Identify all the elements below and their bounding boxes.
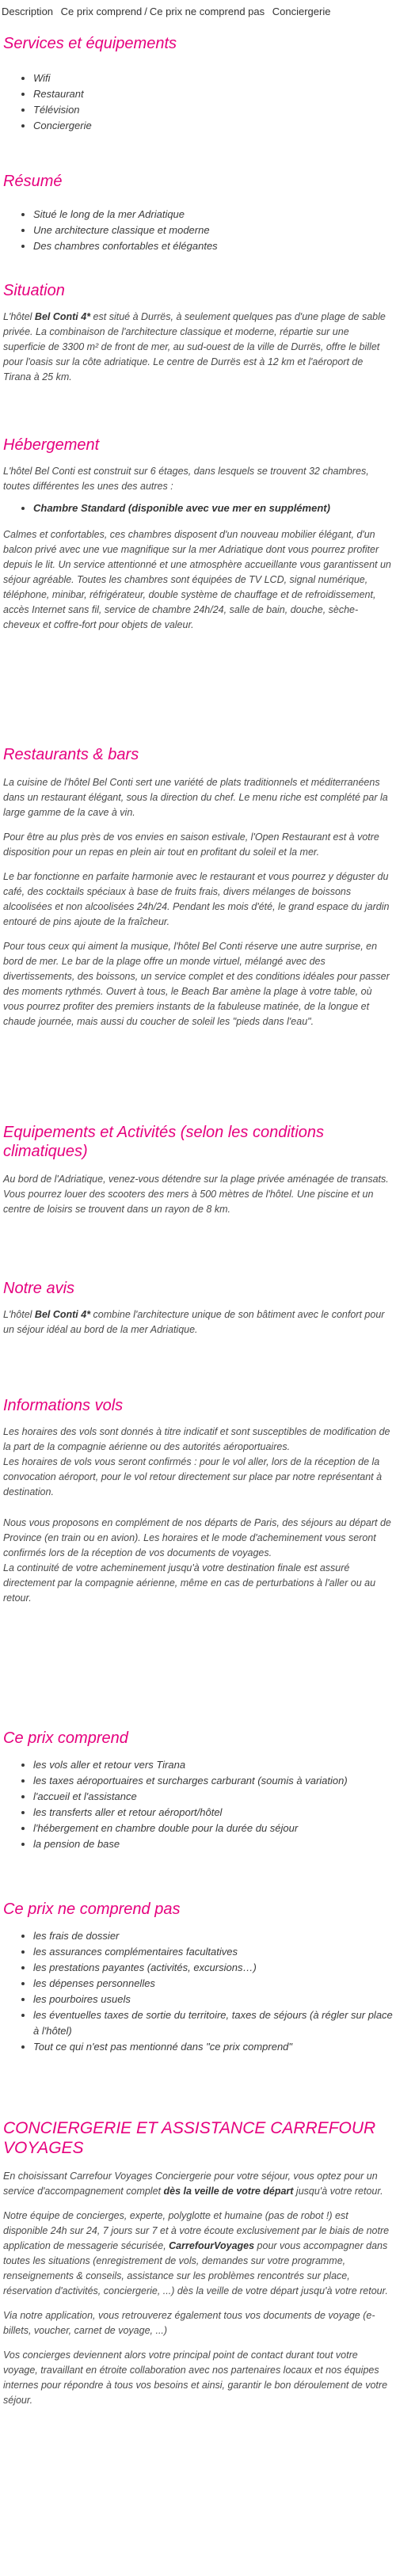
app-name: CarrefourVoyages — [169, 2240, 255, 2252]
list-item: • Des chambres confortables et élégantes — [33, 238, 393, 254]
list-item: • les frais de dossier — [33, 1928, 393, 1944]
equipements-section — [3, 1123, 393, 1217]
informations-p3: Nous vous proposons en complément de nos départs de Paris, des séjours au départ de Province (en train ou en avion). Les horaires et le mode d'acheminement vous seront confirmés lors de la réception de vos documents de voyages. — [3, 1517, 391, 1558]
resume-list — [3, 207, 393, 254]
comprend-section — [3, 1729, 393, 1852]
equipements-title: Equipements et Activités (selon les conditions climatiques) — [3, 1124, 325, 1160]
restaurants-p1: La cuisine de l'hôtel Bel Conti sert une variété de plats traditionnels et méditerranéens dans un restaurant élégant, sous la direction du chef. Le menu riche est complété par la large gamme de la cave à vin. — [3, 777, 388, 818]
hebergement-intro: L'hôtel Bel Conti est construit sur 6 étages, dans lesquels se trouvent 32 chambres, toutes différentes les unes des autres : — [3, 466, 369, 492]
list-item: • Une architecture classique et moderne — [33, 223, 393, 238]
tab-separator: / — [144, 5, 147, 17]
tab-conciergerie[interactable]: Conciergerie — [272, 5, 331, 17]
informations-section — [3, 1396, 393, 1606]
list-item: • Tout ce qui n'est pas mentionné dans "ce prix comprend" — [33, 2039, 393, 2055]
list-item: • les assurances complémentaires facultatives — [33, 1944, 393, 1960]
tab-prix-comprend[interactable]: Ce prix comprend — [60, 5, 143, 17]
ne-comprend-title: Ce prix ne comprend pas — [3, 1901, 181, 1918]
room-list — [3, 500, 393, 516]
informations-p4: La continuité de votre acheminement jusqu'à votre destination finale est assuré directement par la compagnie aérienne, même en cas de perturbations à l'aller ou au retour. — [3, 1562, 376, 1604]
tab-description[interactable]: Description — [2, 5, 54, 17]
restaurants-title: Restaurants & bars — [3, 746, 139, 763]
comprend-title: Ce prix comprend — [3, 1729, 128, 1747]
informations-p2: Les horaires de vols vous seront confirmés : pour le vol aller, lors de la réception de la convocation aéroport, pour le vol retour directement sur place par notre représentant à destination. — [3, 1456, 383, 1497]
tab-separator — [265, 6, 272, 17]
services-list — [3, 70, 393, 134]
list-item: • Conciergerie — [33, 118, 393, 134]
comprend-list — [3, 1757, 393, 1852]
list-item: • les prestations payantes (activités, excursions…) — [33, 1960, 393, 1976]
situation-text: L'hôtel Bel Conti 4* est situé à Durrës, à seulement quelques pas d'une plage de sable privée. La combinaison de l'architecture classique et moderne, répartie sur une superficie de 3300 m² de front de mer, au sud-ouest de la ville de Durrës, offre le billet pour l'oasis sur la côte adriatique. Le centre de Durrës est à 12 km et l'aéroport de Tirana à 25 km. — [3, 311, 386, 382]
list-item: • Wifi — [33, 70, 393, 86]
list-item: • les pourboires usuels — [33, 1992, 393, 2007]
list-item: • les taxes aéroportuaires et surcharges carburant (soumis à variation) — [33, 1773, 393, 1789]
conciergerie-section — [3, 2118, 393, 2408]
conciergerie-title: CONCIERGERIE ET ASSISTANCE CARREFOUR VOYAGES — [3, 2119, 376, 2158]
equipements-p1: Au bord de l'Adriatique, venez-vous détendre sur la plage privée aménagée de transats. Vous pourrez louer des scooters des mers à 500 mètres de l'hôtel. Une piscine et un centre de loisirs se trouvent dans un rayon de 8 km. — [3, 1174, 389, 1215]
list-item: • la pension de base — [33, 1836, 393, 1852]
list-item: • Télévision — [33, 102, 393, 118]
list-item: • les dépenses personnelles — [33, 1976, 393, 1992]
conciergerie-p4: Vos concierges deviennent alors votre principal point de contact durant tout votre voyage, travaillant en étroite collaboration avec nos partenaires locaux et nos équipes internes pour répondre à tous vos besoins et ainsi, garantir le bon déroulement de votre séjour. — [3, 2350, 388, 2407]
informations-p1: Les horaires des vols sont donnés à titre indicatif et sont susceptibles de modification de la part de la compagnie aérienne ou des autorités aéroportuaires. — [3, 1426, 390, 1452]
services-section — [3, 34, 393, 134]
list-item: • les vols aller et retour vers Tirana — [33, 1757, 393, 1773]
restaurants-p3: Le bar fonctionne en parfaite harmonie avec le restaurant et vous pourrez y déguster du café, des cocktails spéciaux à base de fruits frais, divers mélanges de boissons alcoolisées et non alcoolisées 24h/24. Pendant les mois d'été, le grand espace du jardin entouré de pins ajoute de la fraîcheur. — [3, 871, 390, 927]
hebergement-section — [3, 436, 393, 633]
tab-prix-ne-comprend[interactable]: Ce prix ne comprend pas — [149, 5, 265, 17]
list-item: • les transferts aller et retour aéroport/hôtel — [33, 1805, 393, 1821]
informations-title: Informations vols — [3, 1397, 124, 1414]
situation-title: Situation — [3, 282, 65, 299]
restaurants-p2: Pour être au plus près de vos envies en saison estivale, l'Open Restaurant est à votre disposition pour un repas en plein air tout en profitant du soleil et la mer. — [3, 831, 379, 858]
resume-title: Résumé — [3, 173, 63, 190]
list-item: • Chambre Standard (disponible avec vue mer en supplément) — [33, 500, 393, 516]
avis-text: L'hôtel Bel Conti 4* combine l'architecture unique de son bâtiment avec le confort pour un séjour idéal au bord de la mer Adriatique. — [3, 1309, 385, 1335]
restaurants-section — [3, 745, 393, 1029]
list-item: • Situé le long de la mer Adriatique — [33, 207, 393, 223]
restaurants-p4: Pour tous ceux qui aiment la musique, l'hôtel Bel Conti réserve une autre surprise, en bord de mer. Le bar de la plage offre un monde virtuel, mélangé avec des divertissements, des boissons, un service complet et des conditions idéales pour passer des moments rythmés. Ouvert à tous, le Beach Bar amène la plage à votre table, où vous pourrez profiter des premiers instants de la fabuleuse matinée, de la longue et chaude journée, mais aussi du coucher de soleil les "pieds dans l'eau". — [3, 941, 390, 1027]
conciergerie-p1: En choisissant Carrefour Voyages Conciergerie pour votre séjour, vous optez pour un service d'accompagnement complet dès la veille de votre départ jusqu'à votre retour. — [3, 2171, 383, 2197]
hebergement-title: Hébergement — [3, 436, 100, 454]
list-item: • Restaurant — [33, 86, 393, 102]
avis-section — [3, 1279, 393, 1337]
ne-comprend-section — [3, 1900, 393, 2055]
list-item: • l'hébergement en chambre double pour la durée du séjour — [33, 1821, 393, 1836]
tab-bar — [2, 2, 394, 20]
ne-comprend-list — [3, 1928, 393, 2055]
hotel-name: Bel Conti 4* — [34, 1309, 91, 1320]
services-title: Services et équipements — [3, 35, 177, 52]
avis-title: Notre avis — [3, 1280, 75, 1297]
hebergement-desc: Calmes et confortables, ces chambres disposent d'un nouveau mobilier élégant, d'un balcon privé avec une vue magnifique sur la mer Adriatique dont vous pourrez profiter depuis le lit. Un service attentionné et une atmosphère accueillante vous garantissent un séjour agréable. Toutes les chambres sont équipées de TV LCD, signal numérique, téléphone, minibar, réfrigérateur, double système de chauffage et de refroidissement, accès Internet sans fil, service de chambre 24h/24, salle de bain, douche, sèche-cheveux et coffre-fort pour objets de valeur. — [3, 529, 391, 630]
conciergerie-p2: Notre équipe de concierges, experte, polyglotte et humaine (pas de robot !) est disponible 24h sur 24, 7 jours sur 7 et à votre écoute exclusivement par le biais de notre application de messagerie sécurisée, CarrefourVoyages pour vous accompagner dans toutes les situations (enregistrement de vols, demandes sur votre programme, renseignements & conseils, assistance sur les problèmes rencontrés sur place, réservation d'activités, conciergerie, ...) dès la veille de votre départ jusqu'à votre retour. — [3, 2210, 390, 2297]
conciergerie-p3: Via notre application, vous retrouverez également tous vos documents de voyage (e-billets, voucher, carnet de voyage, ...) — [3, 2310, 375, 2337]
list-item: • les éventuelles taxes de sortie du territoire, taxes de séjours (à régler sur place à l'hôtel) — [33, 2007, 393, 2039]
resume-section — [3, 172, 393, 254]
situation-section — [3, 281, 393, 385]
list-item: • l'accueil et l'assistance — [33, 1789, 393, 1805]
hotel-name: Bel Conti 4* — [34, 311, 91, 322]
tab-separator — [53, 6, 61, 17]
